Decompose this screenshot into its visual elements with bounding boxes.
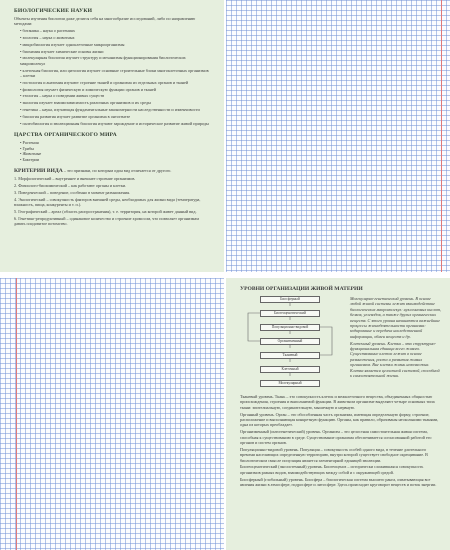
science-item: • клеточная биология, или цитология изучает основные строительные блоки многоклеточных организмов – клетки <box>20 67 209 78</box>
science-item: • палеобиология и эволюционная биология изучают зарождение и историческое развитие живой природы <box>20 120 209 126</box>
diagram-level-box: Тканевый <box>260 352 320 359</box>
level-paragraph: Организменный (онтогенетический) уровень. Организм – это целостная самостоятельная живая система, способная к существованию в среде. Существование организма обеспечивается согласованной работой его органов и систем органов. <box>240 429 432 446</box>
level-paragraph: Популяционно-видовой уровень. Популяция – совокупность особей одного вида, в течение длительного времени населяющих определенную территорию, внутри которой существует свободное скрещивание. В биологическом смысле популяция является элементарной единицей эволюции. <box>240 446 428 463</box>
criterion-item: 4. Экологический – совокупность факторов внешней среды, необходимых для жизни вида (температура, влажность, пища, конкуренты и т. п.). <box>14 196 201 207</box>
level-paragraph: Тканевый уровень. Ткань – это совокупность клеток и межклеточного вещества, объединенных общностью происхождения, строения и выполняемой функции. В животном организме выделяют четыре основных типа ткани: эпителиальную, соединительную, мышечную и нервную. <box>240 394 435 410</box>
criterion-item: 6. Генетико-репродуктивный – одинаковое количество и строение хромосом, что позволяет организмам давать плодовитое потомство. <box>14 215 199 226</box>
science-item: • ботаника – наука о растениях <box>20 28 75 34</box>
science-item: • экология изучает взаимозависимость различных организмов и их среды <box>20 100 151 106</box>
kingdom-item: • Растения <box>20 139 39 145</box>
criteria-title: КРИТЕРИИ ВИДА <box>14 168 63 175</box>
page-biological-sciences <box>0 0 224 272</box>
margin-line <box>441 0 442 272</box>
criterion-item: 2. Физиолого-биохимический – как работают органы и клетки. <box>14 182 127 188</box>
diagram-level-box: Биосферный <box>260 296 320 303</box>
heading-biological-sciences: БИОЛОГИЧЕСКИЕ НАУКИ <box>14 8 93 14</box>
level-paragraph: Органный уровень. Орган – это обособленная часть организма, имеющая определенную форму, строение, расположение и выполняющая конкретную функцию. Органы, как правило, образованы несколькими тканями, одна из которых преобладает. <box>240 411 439 428</box>
page-grid-bottom-left <box>0 278 224 550</box>
levels-diagram <box>240 296 344 394</box>
criteria-intro <box>14 168 210 174</box>
diagram-level-box: Биогеоценотический <box>260 310 320 317</box>
science-item: • микробиология изучает одноклеточные микроорганизмы <box>20 41 125 47</box>
diagram-level-box: Молекулярный <box>260 380 320 387</box>
level-paragraph: Биосферный (глобальный) уровень. Биосфера – биологическая система высшего ранга, охватывающая все явления жизни в атмосфере, гидросфере и литосфере. Здесь происходит круговорот веществ и поток энергии. <box>240 476 437 488</box>
levels-paragraphs <box>240 394 442 487</box>
kingdom-item: • Бактерии <box>20 156 40 162</box>
page-grid-top-right <box>226 0 450 272</box>
science-item: • этология – наука о поведении живых существ <box>20 93 105 99</box>
level-paragraph: Биогеоценотический (экосистемный) уровень. Биогеоценоз – исторически сложившаяся совокупность организмов разных видов, взаимодействующих между собой и с окружающей средой. <box>240 464 424 475</box>
science-item: • гистология и анатомия изучают строение тканей и организма из отдельных органов и тканей <box>20 79 189 85</box>
science-item: • биология развития изучает развитие организма в онтогенезе <box>20 113 131 119</box>
criterion-item: 1. Морфологический – внутреннее и внешнее строение организмов. <box>14 176 136 182</box>
criteria-list <box>14 176 210 226</box>
criteria-definition: – это признаки, по которым один вид отличается от другого. <box>62 168 172 174</box>
criterion-item: 3. Поведенческий – поведение, особенно в момент размножения. <box>14 189 131 195</box>
intro-text: Объекты изучения биологии даже делятся себя на многообразие исследований, либо по направлению методами: <box>14 16 196 27</box>
heading-kingdoms: ЦАРСТВА ОРГАНИЧЕСКОГО МИРА <box>14 131 117 138</box>
science-item: • физиология изучает физическую и химическую функции органов и тканей <box>20 86 156 92</box>
levels-side-text <box>350 296 442 394</box>
kingdom-item: • Грибы <box>20 145 34 151</box>
diagram-level-box: Популяционно-видовой <box>260 324 320 331</box>
criterion-item: 5. Географический – ареал (область распространения), т. е. территория, на которой живет данный вид. <box>14 208 197 214</box>
kingdoms-list <box>14 140 210 162</box>
science-item: • молекулярная биология изучает структуру и механизмы функционирования биологических макромолекул <box>20 55 186 66</box>
diagram-level-box: Клеточный <box>260 366 320 373</box>
science-item: • биохимия изучает химические основы жизни <box>20 48 104 54</box>
page-levels-of-organization <box>226 278 450 550</box>
margin-line <box>16 278 17 550</box>
sciences-list <box>14 28 210 126</box>
heading-levels: УРОВНИ ОРГАНИЗАЦИИ ЖИВОЙ МАТЕРИИ <box>240 286 363 292</box>
science-item: • зоология – наука о животных <box>20 35 75 40</box>
side-paragraph: Молекулярно-генетический уровень. В основе любой живой системы лежит взаимодействие биологических макромолекул: нуклеиновых кислот, белков, углеводов, а также других органических веществ. С этого уровня начинаются важнейшие процессы жизнедеятельности организма: кодирование и передача наследственной информации, обмен веществ и др. <box>350 296 442 339</box>
science-item: • генетика – наука, изучающая фундаментальные закономерности наследственности и изменчивости <box>20 106 200 112</box>
kingdom-item: • Животные <box>20 151 42 157</box>
side-paragraph: Клеточный уровень. Клетка – это структурно-функциональная единица всего живого. Существование клеток лежит в основе размножения, роста и развития живых организмов. Вне клетки жизнь невозможна. Клетка является целостной системой, способной к самостоятельной жизни. <box>350 340 440 379</box>
diagram-level-box: Организменный <box>260 338 320 345</box>
